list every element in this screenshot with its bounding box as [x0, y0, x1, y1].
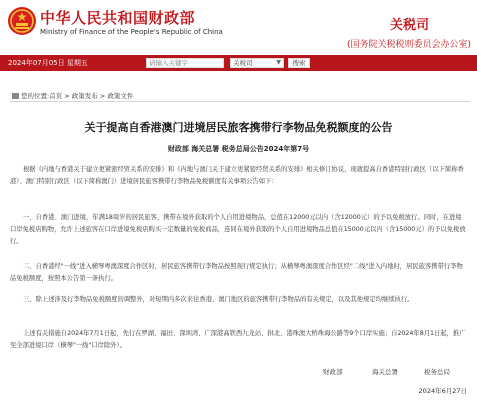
article-paragraph: 根据《内地与香港关于建立更紧密经贸关系的安排》和《内地与澳门关于建立更紧密经贸关系的安排》相关修订协议，现就提高自香港特别行政区（以下简称香港）、澳门特别行政区（以下简称澳门）进境居民旅客携带行李物品免税额度有关事项公告如下： [10, 166, 464, 185]
breadcrumb-prefix: 您的位置: [21, 92, 50, 100]
signatory: 海关总署 [372, 368, 398, 376]
search-button[interactable]: 搜索 [288, 58, 310, 68]
national-emblem-icon [7, 6, 37, 36]
signatory: 财政部 [323, 368, 343, 376]
breadcrumb-separator: > [97, 92, 108, 100]
article-paragraph: 三、除上述涉及行李物品免税额度的调整外，对短期内多次来往香港、澳门地区的旅客携带行李物品的有关规定，以及其他规定均继续执行。 [23, 296, 414, 303]
breadcrumb-home[interactable]: 首页 [49, 92, 63, 100]
article-paragraph: 一、自香港、澳门进境，年满18周岁的居民旅客，携带在境外获取的个人自用进境物品，总值在12000元以内（含12000元）的予以免税放行。同时，在进境口岸免税店购物，允许上述旅客在口岸进境免税店购买一定数量的免税商品，连同在境外获取的个人自用进境物品总值在15000元以内（含15000元）的予以免税放行。 [10, 214, 466, 245]
article-paragraph: 二、自香港经"一线"进入横琴粤澳深度合作区时，居民旅客携带行李物品按照现行规定执行；从横琴粤澳深度合作区经"二线"进入内地时，居民旅客携带行李物品免税额度，按照本公告第一条执行。 [10, 263, 463, 282]
nav-date: 2024年07月05日 星期五 [8, 59, 88, 67]
breadcrumb [12, 91, 133, 100]
nav-bar [0, 55, 477, 71]
divider [10, 101, 470, 102]
article-paragraph: 上述有关措施自2024年7月1日起，先行在罗湖、福田、深圳湾、广深港高铁西九龙站、拱北、港珠澳大桥珠海公路等9个口岸实施；自2024年8月1日起，推广至全部进境口岸（横琴"一线"口岸除外）。 [10, 330, 466, 349]
department-subtitle: (国务院关税税则委员会办公室) [346, 40, 471, 50]
site-name-en: Ministry of Finance of the People's Republic of China [40, 28, 223, 36]
breadcrumb-current[interactable]: 政策文件 [107, 92, 134, 100]
site-name-cn[interactable]: 中华人民共和国财政部 [40, 9, 196, 27]
chevron-down-icon: ▼ [276, 59, 281, 66]
location-icon [12, 93, 19, 99]
department-name[interactable]: 关税司 [389, 18, 429, 33]
search-input[interactable] [146, 58, 224, 68]
search-scope-select[interactable] [230, 58, 284, 68]
breadcrumb-separator: > [62, 92, 72, 100]
search-scope-value: 关税司 [233, 59, 253, 67]
site-header [0, 0, 477, 54]
signatory: 税务总局 [424, 368, 450, 376]
publish-date: 2024年6月27日 [418, 387, 467, 395]
article-title: 关于提高自香港澳门进境居民旅客携带行李物品免税额度的公告 [84, 121, 393, 134]
breadcrumb-section[interactable]: 政策发布 [71, 92, 98, 100]
article-subtitle: 财政部 海关总署 税务总局公告2024年第7号 [167, 145, 310, 153]
